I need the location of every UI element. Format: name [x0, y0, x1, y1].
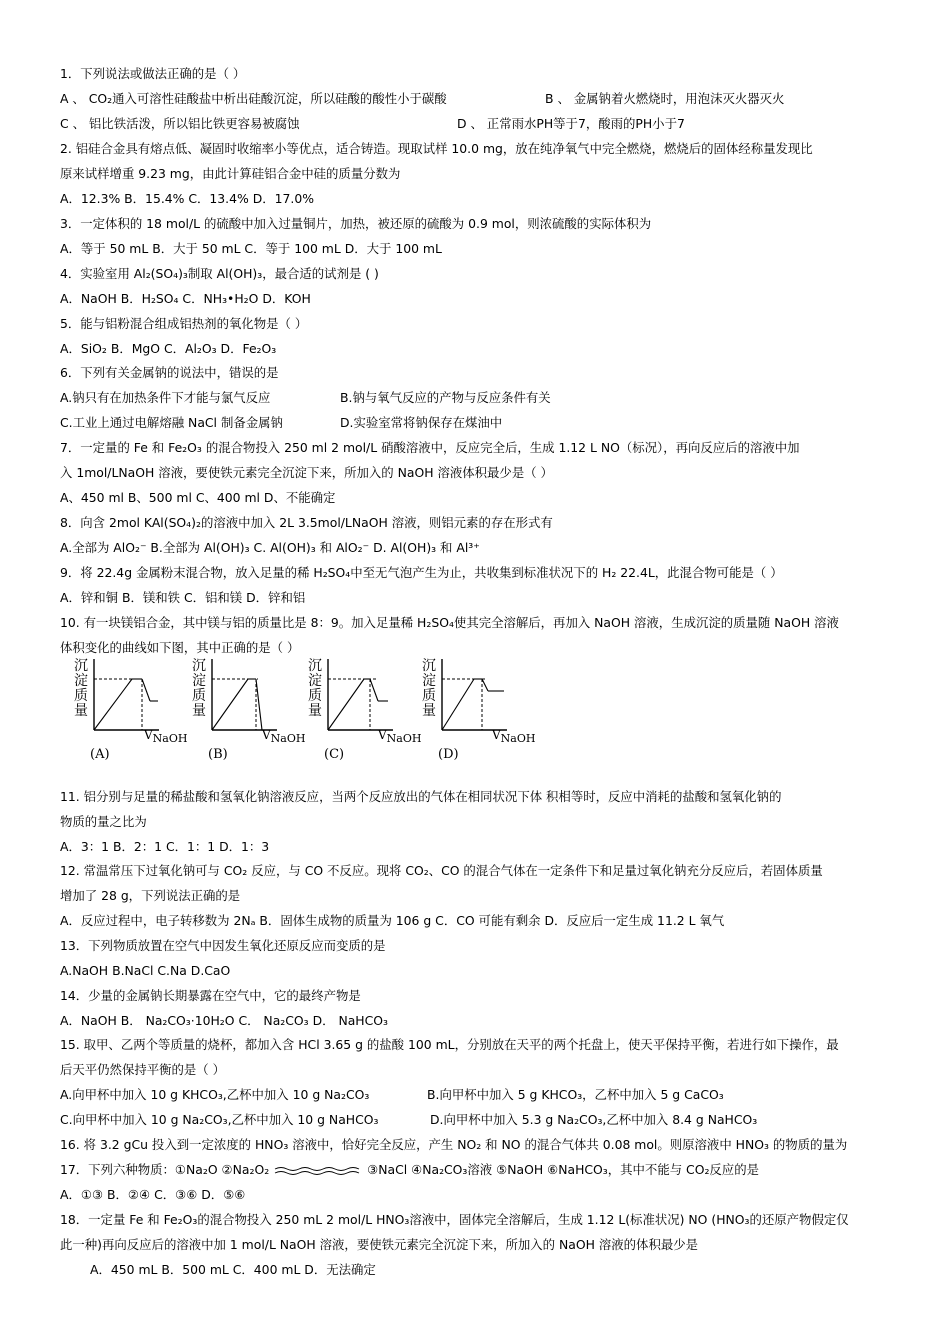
q1-stem: 1．下列说法或做法正确的是（ ）: [60, 66, 246, 81]
q9-stem: 9．将 22.4g 金属粉末混合物，放入足量的稀 H₂SO₄中至无气泡产生为止，共收集到标准状况下的 H₂ 22.4L，此混合物可能是（ ）: [60, 565, 783, 580]
graph-a-ylabel: 沉淀质量: [74, 658, 88, 719]
q11-line2: 物质的量之比为: [60, 814, 147, 829]
q3-stem: 3．一定体积的 18 mol/L 的硫酸中加入过量铜片，加热，被还原的硫酸为 0.9 mol，则浓硫酸的实际体积为: [60, 216, 652, 231]
q18-line2: 此一种)再向反应后的溶液中加 1 mol/L NaOH 溶液，要使铁元素完全沉淀下来，所加入的 NaOH 溶液的体积最少是: [60, 1237, 699, 1252]
q11-options: A．3：1 B．2：1 C．1：1 D．1：3: [60, 839, 270, 854]
graph-d: [412, 655, 536, 773]
q4-options: A．NaOH B．H₂SO₄ C．NH₃•H₂O D．KOH: [60, 291, 311, 306]
q10-graphs: [60, 655, 540, 775]
q6-option-d: D.实验室常将钠保存在煤油中: [340, 415, 503, 430]
q6-option-b: B.钠与氧气反应的产物与反应条件有关: [340, 390, 551, 405]
q2-options: A．12.3% B．15.4% C．13.4% D．17.0%: [60, 191, 314, 206]
q14-options: A．NaOH B． Na₂CO₃·10H₂O C． Na₂CO₃ D． NaHCO₃: [60, 1013, 388, 1028]
q16-stem: 16. 将 3.2 gCu 投入到一定浓度的 HNO₃ 溶液中，恰好完全反应，产生 NO₂ 和 NO 的混合气体共 0.08 mol。则原溶液中 HNO₃ 的物质的量为: [60, 1137, 848, 1152]
graph-b-ylabel: 沉淀质量: [192, 658, 206, 719]
graph-c: [298, 655, 422, 773]
q1-option-c: C 、 铝比铁活泼，所以铝比铁更容易被腐蚀: [60, 116, 300, 131]
q7-line2: 入 1mol/LNaOH 溶液，要使铁元素完全沉淀下来，所加入的 NaOH 溶液体积最少是（ ）: [60, 465, 553, 480]
q13-stem: 13．下列物质放置在空气中因发生氧化还原反应而变质的是: [60, 938, 386, 953]
q17-stem: [60, 1161, 900, 1178]
graph-b-caption: (B): [208, 747, 228, 762]
q6-stem: 6．下列有关金属钠的说法中，错误的是: [60, 365, 279, 380]
q15-option-d: D.向甲杯中加入 5.3 g Na₂CO₃,乙杯中加入 8.4 g NaHCO₃: [430, 1112, 758, 1127]
q2-line1: 2. 铝硅合金具有熔点低、凝固时收缩率小等优点，适合铸造。现取试样 10.0 mg，放在纯净氧气中完全燃烧，燃烧后的固体经称量发现比: [60, 141, 813, 156]
q15-option-c: C.向甲杯中加入 10 g Na₂CO₃,乙杯中加入 10 g NaHCO₃: [60, 1112, 379, 1127]
wavy-line-icon: [273, 1166, 363, 1176]
q17-stem-part2: ③NaCl ④Na₂CO₃溶液 ⑤NaOH ⑥NaHCO₃，其中不能与 CO₂反应的是: [367, 1162, 759, 1177]
q6-option-a: A.钠只有在加热条件下才能与氯气反应: [60, 390, 271, 405]
q17-options: A．①③ B．②④ C．③⑥ D．⑤⑥: [60, 1187, 246, 1202]
q5-options: A．SiO₂ B．MgO C．Al₂O₃ D．Fe₂O₃: [60, 341, 277, 356]
graph-b-xlabel: $V_{NaOH}$: [262, 728, 306, 745]
graph-d-xlabel: $V_{NaOH}$: [492, 728, 536, 745]
graph-c-ylabel: 沉淀质量: [308, 658, 322, 719]
q5-stem: 5．能与铝粉混合组成铝热剂的氧化物是（ ）: [60, 316, 308, 331]
q15-line1: 15. 取甲、乙两个等质量的烧杯，都加入含 HCl 3.65 g 的盐酸 100 mL，分别放在天平的两个托盘上，使天平保持平衡，若进行如下操作，最: [60, 1037, 839, 1052]
q12-options: A．反应过程中，电子转移数为 2Nₐ B．固体生成物的质量为 106 g C．CO 可能有剩余 D．反应后一定生成 11.2 L 氧气: [60, 913, 725, 928]
graph-a-xlabel: $V_{NaOH}$: [144, 728, 188, 745]
graph-d-caption: (D): [438, 747, 459, 762]
q4-stem: 4．实验室用 Al₂(SO₄)₃制取 Al(OH)₃，最合适的试剂是 ( ): [60, 266, 379, 281]
q10-line2: 体积变化的曲线如下图，其中正确的是（ ）: [60, 640, 300, 655]
graph-a-caption: (A): [90, 747, 110, 762]
q7-line1: 7．一定量的 Fe 和 Fe₂O₃ 的混合物投入 250 ml 2 mol/L 硝酸溶液中，反应完全后，生成 1.12 L NO（标况），再向反应后的溶液中加: [60, 440, 800, 455]
q1-option-a: A 、 CO₂通入可溶性硅酸盐中析出硅酸沉淀，所以硅酸的酸性小于碳酸: [60, 91, 447, 106]
q3-options: A．等于 50 mL B．大于 50 mL C．等于 100 mL D．大于 100 mL: [60, 241, 442, 256]
q11-line1: 11. 铝分别与足量的稀盐酸和氢氧化钠溶液反应，当两个反应放出的气体在相同状况下体 积相等时，反应中消耗的盐酸和氢氧化钠的: [60, 789, 782, 804]
q15-line2: 后天平仍然保持平衡的是（ ）: [60, 1062, 226, 1077]
q15-option-a: A.向甲杯中加入 10 g KHCO₃,乙杯中加入 10 g Na₂CO₃: [60, 1087, 370, 1102]
q7-options: A、450 ml B、500 ml C、400 ml D、不能确定: [60, 490, 336, 505]
q17-stem-part1: 17．下列六种物质：①Na₂O ②Na₂O₂: [60, 1162, 270, 1177]
q14-stem: 14．少量的金属钠长期暴露在空气中，它的最终产物是: [60, 988, 361, 1003]
q18-options: A．450 mL B．500 mL C．400 mL D．无法确定: [90, 1262, 376, 1277]
q2-line2: 原来试样增重 9.23 mg，由此计算硅铝合金中硅的质量分数为: [60, 166, 401, 181]
q13-options: A.NaOH B.NaCl C.Na D.CaO: [60, 963, 231, 978]
graph-c-xlabel: $V_{NaOH}$: [378, 728, 422, 745]
q1-option-d: D 、 正常雨水PH等于7，酸雨的PH小于7: [457, 116, 685, 131]
q12-line1: 12. 常温常压下过氧化钠可与 CO₂ 反应，与 CO 不反应。现将 CO₂、CO 的混合气体在一定条件下和足量过氧化钠充分反应后，若固体质量: [60, 863, 823, 878]
q1-option-b: B 、 金属钠着火燃烧时，用泡沫灭火器灭火: [545, 91, 785, 106]
graph-a: [64, 655, 188, 773]
q6-option-c: C.工业上通过电解熔融 NaCl 制备金属钠: [60, 415, 283, 430]
q8-stem: 8．向含 2mol KAl(SO₄)₂的溶液中加入 2L 3.5mol/LNaOH 溶液，则铝元素的存在形式有: [60, 515, 553, 530]
graph-c-caption: (C): [324, 747, 345, 762]
q10-line1: 10. 有一块镁铝合金，其中镁与铝的质量比是 8：9。加入足量稀 H₂SO₄使其完全溶解后，再加入 NaOH 溶液，生成沉淀的质量随 NaOH 溶液: [60, 615, 839, 630]
q9-options: A．锌和铜 B．镁和铁 C．铝和镁 D．锌和铝: [60, 590, 306, 605]
q18-line1: 18．一定量 Fe 和 Fe₂O₃的混合物投入 250 mL 2 mol/L HNO₃溶液中，固体完全溶解后，生成 1.12 L(标准状况) NO (HNO₃的还原产物假定仅: [60, 1212, 849, 1227]
graph-b: [182, 655, 306, 773]
q12-line2: 增加了 28 g，下列说法正确的是: [60, 888, 241, 903]
q15-option-b: B.向甲杯中加入 5 g KHCO₃，乙杯中加入 5 g CaCO₃: [427, 1087, 724, 1102]
graph-d-ylabel: 沉淀质量: [422, 658, 436, 719]
q8-options: A.全部为 AlO₂⁻ B.全部为 Al(OH)₃ C. Al(OH)₃ 和 AlO₂⁻ D. Al(OH)₃ 和 Al³⁺: [60, 540, 480, 555]
